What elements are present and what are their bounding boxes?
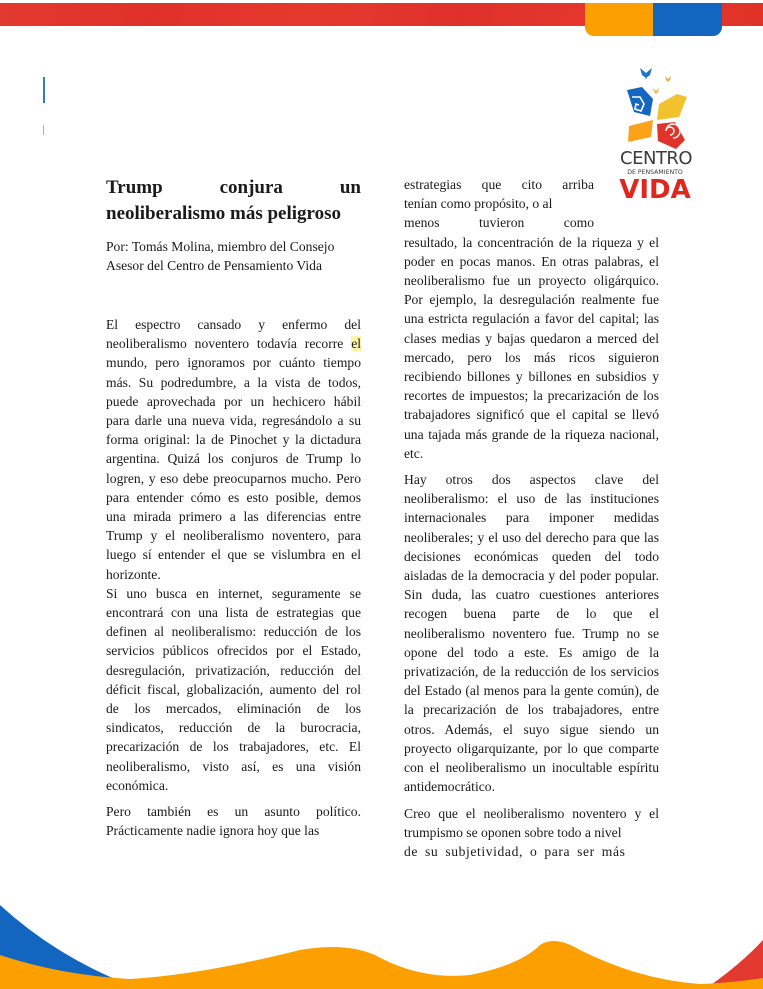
paragraph-text: mundo, pero ignoramos por cuánto tiempo más. Su podredumbre, a la vista de todos, puede aprovechada por un hechicero hábil para darle una nueva vida, regresándolo a su forma original: la de Pinochet y la dictadura argentina. Quizá los conjuros de Trump lo logren, y eso debe preocuparnos mucho. Pero para entender cómo es esto posible, demos una mirada primero a las diferencias entre Trump y el neoliberalismo noventero, para luego sí entender el que se vislumbra en el horizonte. bbox=[106, 355, 361, 582]
footer-orange-wave bbox=[0, 941, 763, 989]
logo-text-de-pensamiento: DE PENSAMIENTO bbox=[627, 169, 683, 176]
paragraph: Si uno busca en internet, seguramente se encontrará con una lista de estrategias que definen al neoliberalismo: reducción de los servicios públicos ofrecidos por el Estado, desregulación, privatización, reducción del déficit fiscal, globalización, aumento del rol de los mercados, eliminación de los sindicatos, reducción de la burocracia, precarización de los trabajadores, etc. El neoliberalismo, visto así, es una visión económica. bbox=[106, 585, 361, 793]
header-orange-tab bbox=[585, 3, 653, 36]
header-blue-tab bbox=[653, 3, 722, 36]
article-title bbox=[106, 175, 361, 227]
paragraph bbox=[106, 315, 361, 584]
title-word: conjura bbox=[219, 177, 283, 198]
wrapped-line: menos tuvieron como bbox=[404, 215, 594, 231]
logo-text-vida: VIDA bbox=[619, 175, 691, 205]
paragraph-text: de su subjetividad, o para ser más bbox=[404, 843, 626, 859]
highlighted-word: el bbox=[351, 336, 361, 352]
logo-text-centro: CENTRO bbox=[620, 148, 693, 169]
paragraph-text: Creo que el neoliberalismo noventero y el trumpismo se oponen sobre todo a nivel bbox=[404, 805, 659, 840]
title-line-2: neoliberalismo más peligroso bbox=[106, 203, 342, 224]
article-column-right bbox=[404, 175, 659, 861]
margin-mark-orange bbox=[43, 125, 44, 135]
wrapped-line: estrategias que cito arriba bbox=[404, 177, 594, 192]
paragraph: Hay otros dos aspectos clave del neoliberalismo: el uso de las instituciones internacionales para imponer medidas neoliberales; y el uso del derecho para que las decisiones económicas queden del todo aisladas de la democracia y del poder popular. Sin duda, las cuatro cuestiones anteriores recogen buena parte de lo que el neoliberalismo noventero fue. Trump no se opone del todo a este. Es amigo de la privatización, de la reducción de los servicios del Estado (al menos para la gente común), de la precarización de los trabajadores, entre otros. Además, el suyo sigue siendo un proyecto oligarquizante, por lo que comparte con el neoliberalismo un inocultable espíritu antidemocrático. bbox=[404, 472, 659, 795]
paragraph: resultado, la concentración de la riqueza y el poder en pocas manos. En otras palabras, el neoliberalismo fue un proyecto oligárquico. Por ejemplo, la desregulación realmente fue una estricta regulación a favor del capital; las clases medias y bajas quedaron a merced del mercado, pero los más ricos siguieron recibiendo billones y billones en subsidios y recortes de impuestos; la precarización de los trabajadores significó que el capital se llevó una tajada más grande de la riqueza nacional, etc. bbox=[404, 234, 659, 461]
footer-wave-decoration bbox=[0, 880, 763, 989]
margin-mark-blue bbox=[43, 77, 45, 103]
paragraph bbox=[404, 804, 659, 862]
article-byline: Por: Tomás Molina, miembro del Consejo Asesor del Centro de Pensamiento Vida bbox=[106, 239, 335, 273]
title-word: un bbox=[339, 177, 361, 198]
article-column-left bbox=[106, 175, 361, 840]
title-word: Trump bbox=[106, 177, 163, 198]
paragraph: Pero también es un asunto político. Prácticamente nadie ignora hoy que las bbox=[106, 804, 361, 839]
paragraph-text: El espectro cansado y enfermo del neoliberalismo noventero todavía recorre bbox=[106, 317, 361, 352]
wrapped-line: tenían como propósito, o al bbox=[404, 196, 553, 212]
